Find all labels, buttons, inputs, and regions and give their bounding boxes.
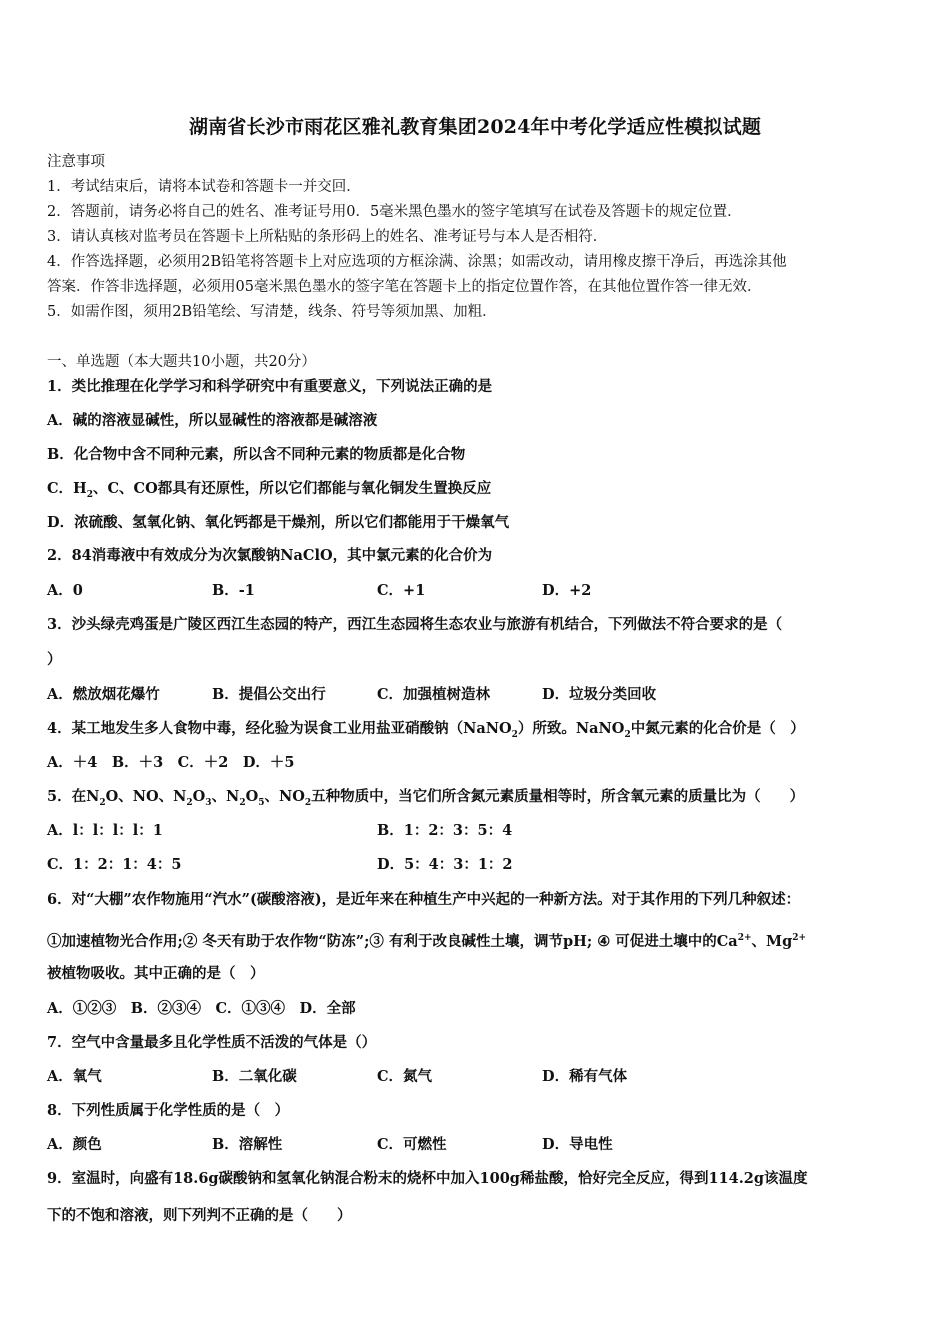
q6-options: A．①②③ B．②③④ C．①③④ D．全部 <box>47 1000 356 1017</box>
q1-option-c: C．$H_2$、C、CO都具有还原性，所以它们都能与氧化铜发生置换反应 <box>47 480 492 500</box>
q8-option-c: C．可燃性 <box>377 1136 447 1153</box>
q3-option-a: A．燃放烟花爆竹 <box>47 686 160 703</box>
q4-options: A．＋4 B．＋3 C．＋2 D．＋5 <box>47 754 295 771</box>
q9-stem-cont: 下的不饱和溶液，则下列判不正确的是（ ） <box>47 1207 352 1224</box>
q5-option-c: C．1：2：1：4：5 <box>47 856 182 873</box>
notice-item-5: 5．如需作图，须用2B铅笔绘、写清楚，线条、符号等须加黑、加粗． <box>47 304 497 320</box>
q5-option-d: D．5：4：3：1：2 <box>377 856 513 873</box>
notice-item-2: 2．答题前，请务必将自己的姓名、准考证号用0．5毫米黑色墨水的签字笔填写在试卷及答题卡的规定位置． <box>47 204 742 220</box>
q2-option-b: B．-1 <box>212 582 255 599</box>
q1-option-b: B．化合物中含不同种元素，所以含不同种元素的物质都是化合物 <box>47 446 466 463</box>
q6-stem: 6．对“大棚”农作物施用“汽水”(碳酸溶液)，是近年来在种植生产中兴起的一种新方法。对于其作用的下列几种叙述： <box>47 891 801 908</box>
q2-option-a: A．0 <box>47 582 83 599</box>
q8-option-a: A．颜色 <box>47 1136 102 1153</box>
q2-stem: 2．84消毒液中有效成分为次氯酸钠NaClO，其中氯元素的化合价为 <box>47 547 493 564</box>
q7-stem: 7．空气中含量最多且化学性质不活泼的气体是（） <box>47 1034 377 1051</box>
q3-option-d: D．垃圾分类回收 <box>542 686 657 703</box>
q6-stem-end: 被植物吸收。其中正确的是（ ） <box>47 965 265 982</box>
q8-option-d: D．导电性 <box>542 1136 613 1153</box>
q5-option-a: A．l：l：l：l：1 <box>47 822 163 839</box>
page-title: 湖南省长沙市雨花区雅礼教育集团2024年中考化学适应性模拟试题 <box>188 116 762 138</box>
section-heading: 一、单选题（本大题共10小题，共20分） <box>47 354 316 370</box>
q7-option-d: D．稀有气体 <box>542 1068 628 1085</box>
q7-option-a: A．氧气 <box>47 1068 102 1085</box>
q3-option-c: C．加强植树造林 <box>377 686 491 703</box>
notice-item-3: 3．请认真核对监考员在答题卡上所粘贴的条形码上的姓名、准考证号与本人是否相符． <box>47 229 608 245</box>
notice-item-1: 1．考试结束后，请将本试卷和答题卡一并交回． <box>47 179 361 195</box>
q1-option-d: D．浓硫酸、氢氧化钠、氧化钙都是干燥剂，所以它们都能用于干燥氧气 <box>47 514 510 531</box>
q7-option-c: C．氮气 <box>377 1068 433 1085</box>
q5-option-b: B．1：2：3：5：4 <box>377 822 513 839</box>
q8-stem: 8．下列性质属于化学性质的是（ ） <box>47 1102 290 1119</box>
q3-stem-cont: ） <box>47 651 62 668</box>
q1-stem: 1．类比推理在化学学习和科学研究中有重要意义，下列说法正确的是 <box>47 378 493 395</box>
q2-option-c: C．+1 <box>377 582 426 599</box>
q7-option-b: B．二氧化碳 <box>212 1068 297 1085</box>
q9-stem: 9．室温时，向盛有18.6g碳酸钠和氢氧化钠混合粉末的烧杯中加入100g稀盐酸，恰好完全反应，得到114.2g该温度 <box>47 1170 808 1187</box>
q6-stem-cont: ①加速植物光合作用;② 冬天有助于农作物“防冻”;③ 有利于改良碱性土壤，调节pH; ④ 可促进土壤中的$Ca^{2+}$、$Mg^{2+}$ <box>47 932 807 950</box>
q2-option-d: D．+2 <box>542 582 592 599</box>
q8-option-b: B．溶解性 <box>212 1136 283 1153</box>
notice-heading: 注意事项 <box>47 154 105 170</box>
notice-item-4: 4．作答选择题，必须用2B铅笔将答题卡上对应选项的方框涂满、涂黑；如需改动，请用橡皮擦干净后，再选涂其他 <box>47 254 787 270</box>
q1-option-a: A．碱的溶液显碱性，所以显碱性的溶液都是碱溶液 <box>47 412 378 429</box>
q3-stem: 3．沙头绿壳鸡蛋是广陵区西江生态园的特产，西江生态园将生态农业与旅游有机结合，下列做法不符合要求的是（ <box>47 616 783 633</box>
q5-stem: 5．在$N_2O$、NO、$N_2O_3$、$N_2O_5$、$NO_2$五种物质中，当它们所含氮元素质量相等时，所含氧元素的质量比为（ ） <box>47 788 805 808</box>
q4-stem: 4．某工地发生多人食物中毒，经化验为误食工业用盐亚硝酸钠（NaNO$_2$）所致。NaNO$_2$中氮元素的化合价是（ ） <box>47 720 805 740</box>
notice-item-4-cont: 答案．作答非选择题，必须用05毫米黑色墨水的签字笔在答题卡上的指定位置作答，在其他位置作答一律无效． <box>47 279 762 295</box>
q3-option-b: B．提倡公交出行 <box>212 686 326 703</box>
